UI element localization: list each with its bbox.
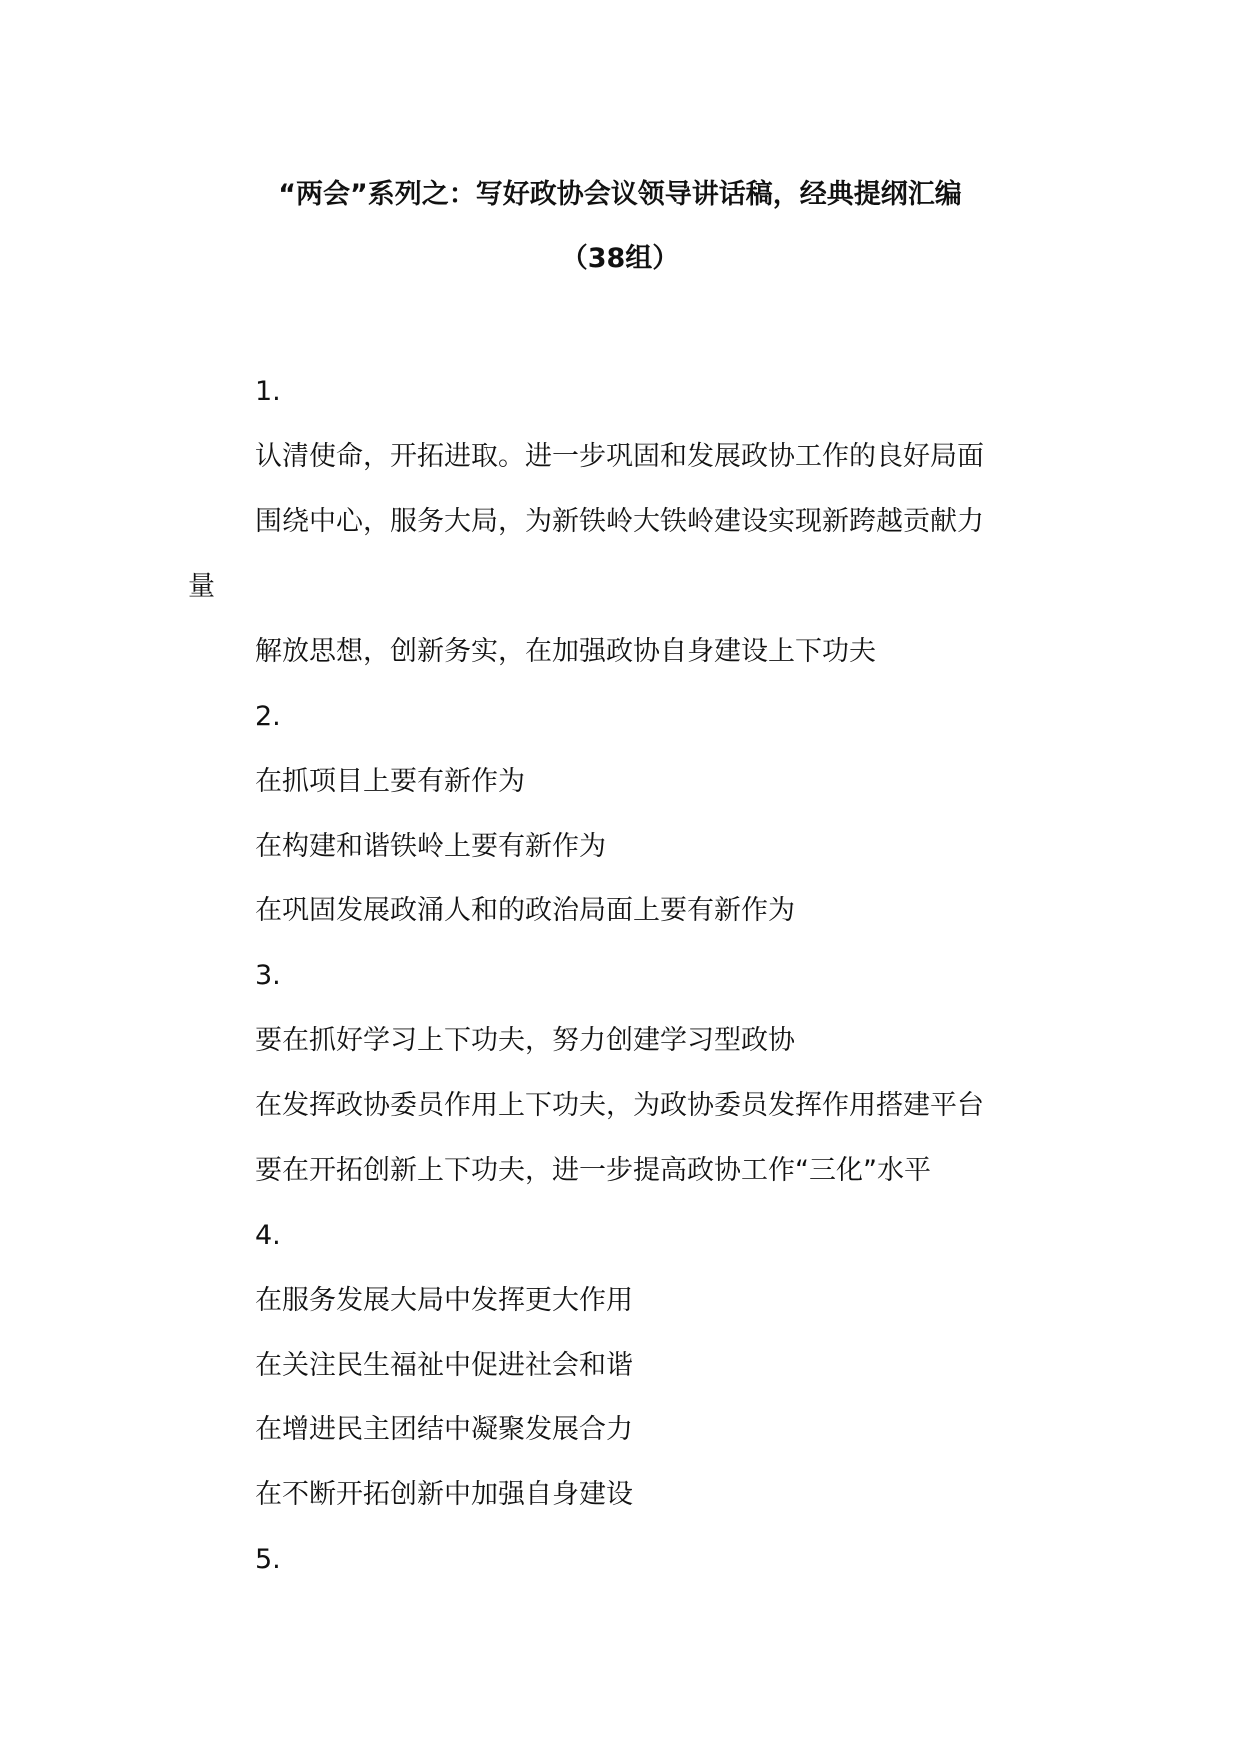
outline-item-continuation: 量 (188, 571, 215, 602)
outline-item: 认清使命，开拓进取。进一步巩固和发展政协工作的良好局面 (255, 441, 984, 472)
outline-item: 要在开拓创新上下功夫，进一步提高政协工作“三化”水平 (255, 1155, 931, 1186)
section-number: 2. (255, 701, 281, 732)
section-number: 4. (255, 1220, 281, 1251)
outline-item: 在增进民主团结中凝聚发展合力 (255, 1414, 633, 1445)
section-number: 5. (255, 1544, 281, 1575)
outline-item: 在不断开拓创新中加强自身建设 (255, 1479, 633, 1510)
outline-item: 在服务发展大局中发挥更大作用 (255, 1285, 633, 1316)
section-number: 1. (255, 376, 281, 407)
outline-item: 在抓项目上要有新作为 (255, 766, 525, 797)
outline-item: 围绕中心，服务大局，为新铁岭大铁岭建设实现新跨越贡献力 (255, 506, 984, 537)
outline-item: 解放思想，创新务实，在加强政协自身建设上下功夫 (255, 636, 876, 667)
outline-item: 要在抓好学习上下功夫，努力创建学习型政协 (255, 1025, 795, 1056)
document-title-line-1: “两会”系列之：写好政协会议领导讲话稿，经典提纲汇编 (278, 179, 962, 210)
section-number: 3. (255, 960, 281, 991)
outline-item: 在巩固发展政涌人和的政治局面上要有新作为 (255, 895, 795, 926)
outline-item: 在发挥政协委员作用上下功夫，为政协委员发挥作用搭建平台 (255, 1090, 984, 1121)
outline-item: 在关注民生福祉中促进社会和谐 (255, 1350, 633, 1381)
outline-item: 在构建和谐铁岭上要有新作为 (255, 831, 606, 862)
document-title-line-2: （38组） (560, 243, 680, 274)
